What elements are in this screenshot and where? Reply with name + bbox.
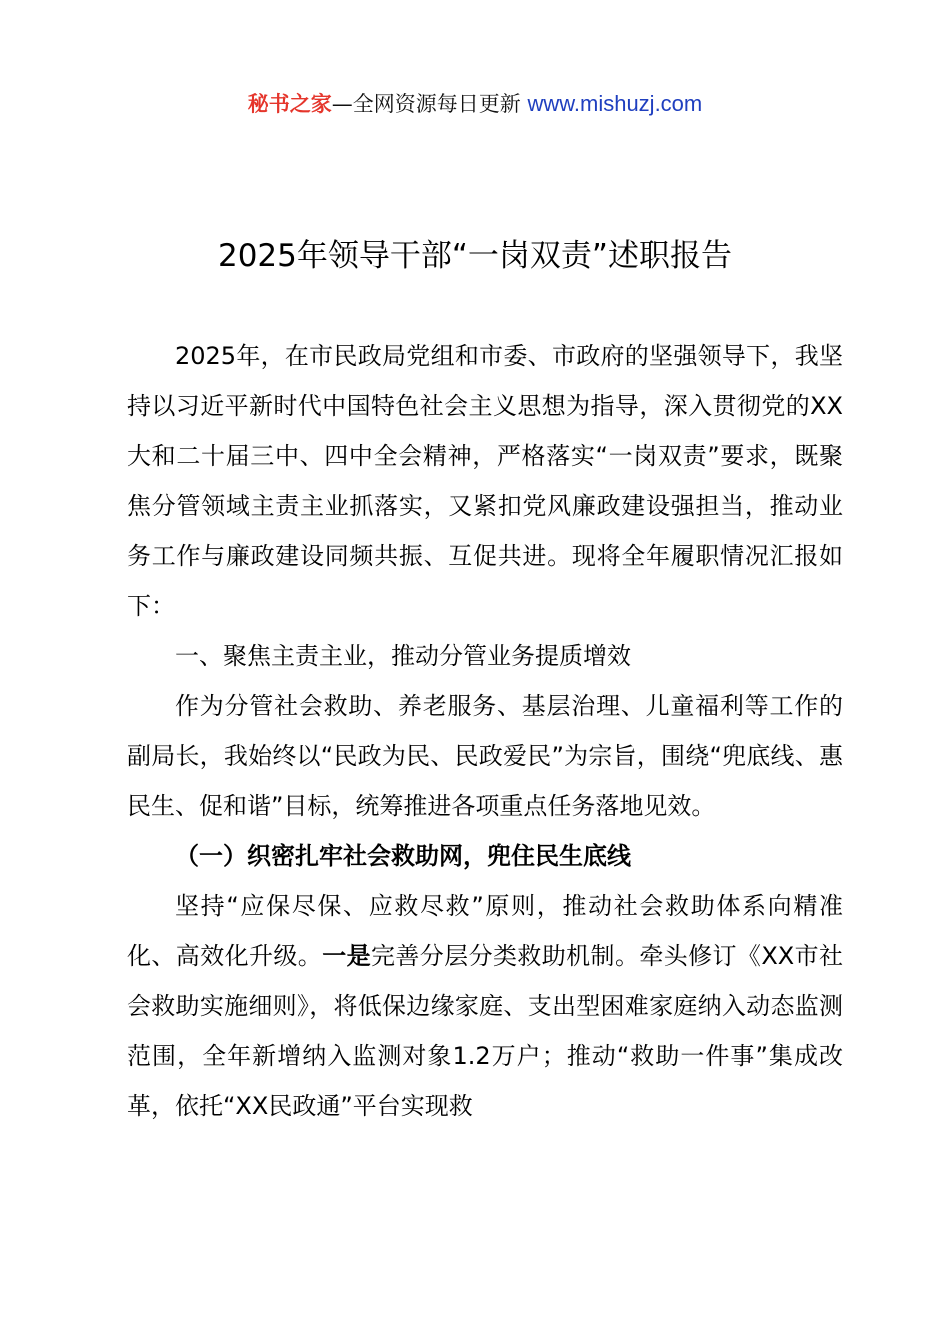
- subsection-1-rest: 完善分层分类救助机制。牵头修订《XX市社会救助实施细则》，将低保边缘家庭、支出型困难家庭纳入动态监测范围，全年新增纳入监测对象1.2万户；推动“救助一件事”集成改革，依托“XX民政通”平台实现救: [127, 942, 844, 1120]
- header-slogan: —全网资源每日更新: [331, 92, 528, 116]
- site-url-link[interactable]: www.mishuzj.com: [527, 91, 703, 116]
- subsection-1-lead: 坚持“应保尽保、应救尽救”原则，推动社会救助体系向精准化、高效化升级。: [127, 892, 843, 970]
- intro-paragraph: 2025年，在市民政局党组和市委、市政府的坚强领导下，我坚持以习近平新时代中国特色社会主义思想为指导，深入贯彻党的XX大和二十届三中、四中全会精神，严格落实“一岗双责”要求，既聚焦分管领域主责主业抓落实，又紧扣党风廉政建设强担当，推动业务工作与廉政建设同频共振、互促共进。现将全年履职情况汇报如下：: [127, 342, 843, 620]
- site-header: [0, 88, 950, 120]
- subsection-1-bold-marker: 一是: [322, 942, 371, 970]
- document-title: 2025年领导干部“一岗双责”述职报告: [217, 238, 732, 274]
- section-1-heading: 一、聚焦主责主业，推动分管业务提质增效: [175, 642, 631, 670]
- section-1-paragraph: 作为分管社会救助、养老服务、基层治理、儿童福利等工作的副局长，我始终以“民政为民、民政爱民”为宗旨，围绕“兜底线、惠民生、促和谐”目标，统筹推进各项重点任务落地见效。: [127, 692, 843, 820]
- document-body: [127, 331, 843, 1131]
- subsection-1-paragraph: [127, 881, 843, 1131]
- subsection-1-heading: （一）织密扎牢社会救助网，兜住民生底线: [175, 842, 631, 870]
- brand-name: 秘书之家: [247, 92, 332, 116]
